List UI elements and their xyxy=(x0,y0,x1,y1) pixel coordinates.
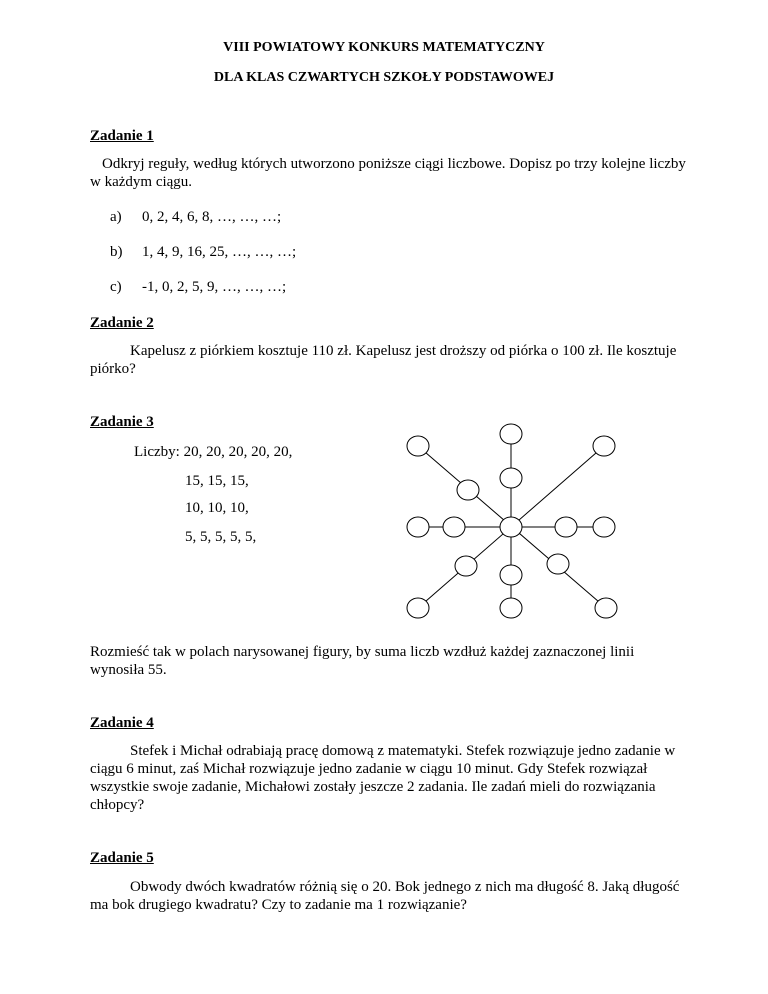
field-left-inner xyxy=(443,517,465,537)
field-top-right xyxy=(593,436,615,456)
task3-numbers-line1: Liczby: 20, 20, 20, 20, 20, xyxy=(134,444,293,460)
field-top-inner xyxy=(500,468,522,488)
field-bottom xyxy=(500,598,522,618)
field-left xyxy=(407,517,429,537)
field-top-left-inner xyxy=(457,480,479,500)
field-bottom-inner xyxy=(500,565,522,585)
task4-text: Stefek i Michał odrabiają pracę domową z matematyki. Stefek rozwiązuje jedno zadanie w ciągu 6 minut, zaś Michał rozwiązuje jedno zadanie w ciągu 10 minut. Gdy Stefek rozwiązał wszystkie swoje zadanie, Michałowi zostały jeszcze 2 zadania. Ile zadań mieli do rozwiązania chłopcy? xyxy=(90,743,676,813)
task3-text: Rozmieść tak w polach narysowanej figury, by suma liczb wzdłuż każdej zaznaczonej linii wynosiła 55. xyxy=(90,644,635,678)
task3-numbers-line3: 10, 10, 10, xyxy=(185,500,249,516)
star-figure xyxy=(398,418,626,628)
field-top-left xyxy=(407,436,429,456)
center-field xyxy=(500,517,522,537)
item-text: -1, 0, 2, 5, 9, …, …, …; xyxy=(142,279,287,295)
field-right-inner xyxy=(555,517,577,537)
contest-subtitle: DLA KLAS CZWARTYCH SZKOŁY PODSTAWOWEJ xyxy=(213,70,555,85)
item-text: 0, 2, 4, 6, 8, …, …, …; xyxy=(142,209,282,225)
task3-numbers-line2: 15, 15, 15, xyxy=(185,473,249,489)
item-text: 1, 4, 9, 16, 25, …, …, …; xyxy=(142,244,297,260)
task4-heading: Zadanie 4 xyxy=(90,715,154,731)
task1-item-c xyxy=(110,279,286,296)
field-bottom-right xyxy=(595,598,617,618)
field-bottom-right-inner xyxy=(547,554,569,574)
task1-heading: Zadanie 1 xyxy=(90,128,154,144)
task1-item-b xyxy=(110,244,296,261)
task2-heading: Zadanie 2 xyxy=(90,315,154,331)
contest-title: VIII POWIATOWY KONKURS MATEMATYCZNY xyxy=(223,40,545,55)
task3-numbers-line4: 5, 5, 5, 5, 5, xyxy=(185,529,257,545)
field-right xyxy=(593,517,615,537)
item-label: a) xyxy=(110,209,122,225)
field-bottom-left-inner xyxy=(455,556,477,576)
task2-text: Kapelusz z piórkiem kosztuje 110 zł. Kapelusz jest droższy od piórka o 100 zł. Ile kosztuje piórko? xyxy=(90,343,677,377)
field-bottom-left xyxy=(407,598,429,618)
item-label: c) xyxy=(110,279,122,295)
item-label: b) xyxy=(110,244,123,260)
task5-text: Obwody dwóch kwadratów różnią się o 20. Bok jednego z nich ma długość 8. Jaką długość ma bok drugiego kwadratu? Czy to zadanie ma 1 rozwiązanie? xyxy=(90,879,680,913)
task3-heading: Zadanie 3 xyxy=(90,414,154,430)
task1-item-a xyxy=(110,209,281,226)
field-top xyxy=(500,424,522,444)
task5-heading: Zadanie 5 xyxy=(90,850,154,866)
task1-text: Odkryj reguły, według których utworzono poniższe ciągi liczbowe. Dopisz po trzy kolejne liczby w każdym ciągu. xyxy=(90,156,686,190)
